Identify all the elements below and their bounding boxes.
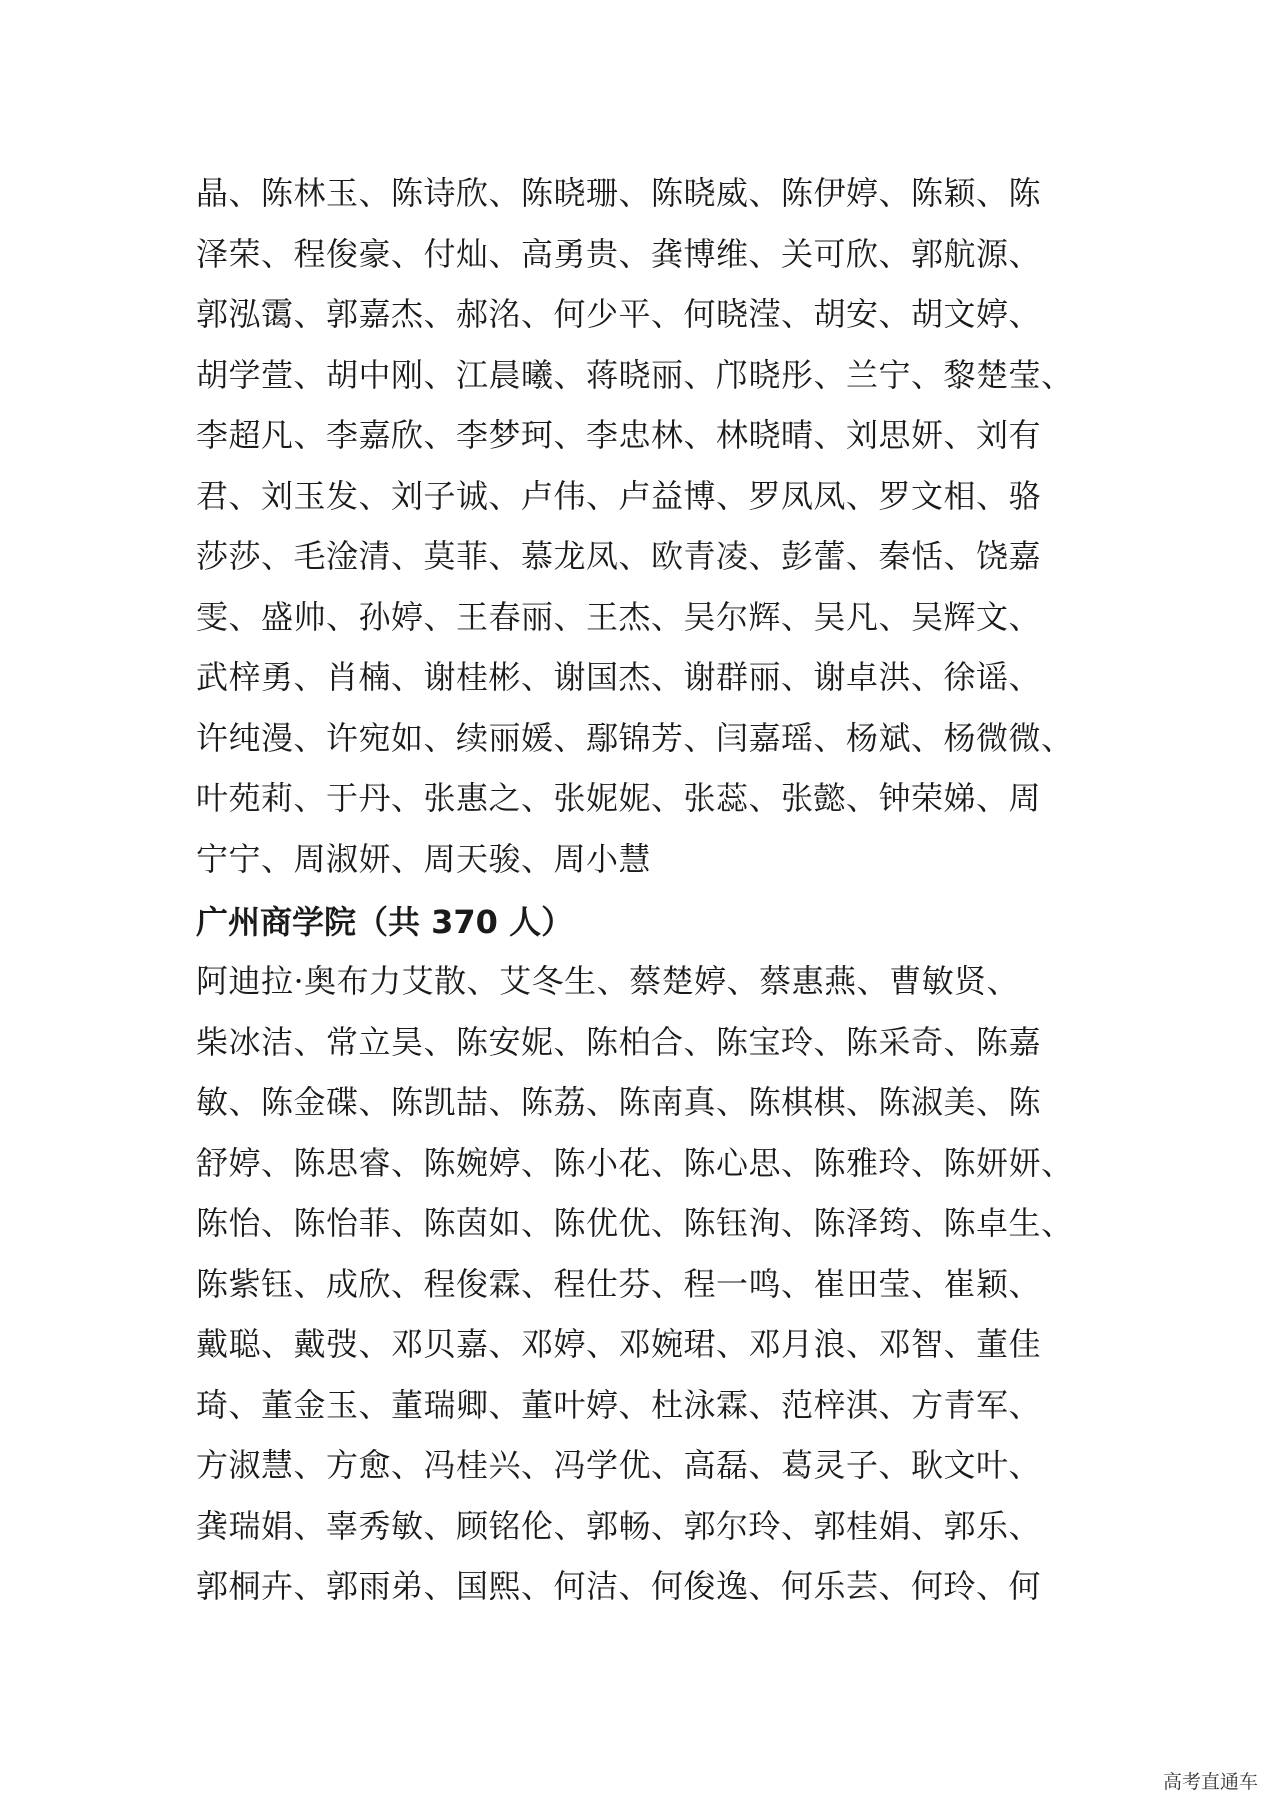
text-line: 阿迪拉·奥布力艾散、艾冬生、蔡楚婷、蔡惠燕、曹敏贤、 xyxy=(196,962,1020,1000)
text-line: 晶、陈林玉、陈诗欣、陈晓珊、陈晓威、陈伊婷、陈颖、陈 xyxy=(196,174,1042,212)
section-guangzhou-college-of-commerce xyxy=(196,893,1096,1617)
section-continued-list xyxy=(196,163,1096,889)
name-list-content xyxy=(196,163,1096,1617)
text-line: 陈紫钰、成欣、程俊霖、程仕芬、程一鸣、崔田莹、崔颖、 xyxy=(196,1264,1042,1303)
text-line: 郭泓霭、郭嘉杰、郝洺、何少平、何晓滢、胡安、胡文婷、 xyxy=(196,295,1042,333)
text-line: 方淑慧、方愈、冯桂兴、冯学优、高磊、葛灵子、耿文叶、 xyxy=(196,1446,1042,1484)
text-line: 宁宁、周淑妍、周天骏、周小慧 xyxy=(196,839,652,878)
section-heading: 广州商学院（共 370 人） xyxy=(196,903,574,941)
text-line: 雯、盛帅、孙婷、王春丽、王杰、吴尔辉、吴凡、吴辉文、 xyxy=(196,597,1042,636)
text-line: 胡学萱、胡中刚、江晨曦、蒋晓丽、邝晓彤、兰宁、黎楚莹、 xyxy=(196,355,1074,394)
text-line: 李超凡、李嘉欣、李梦珂、李忠林、林晓晴、刘思妍、刘有 xyxy=(196,416,1042,454)
text-line: 泽荣、程俊豪、付灿、高勇贵、龚博维、关可欣、郭航源、 xyxy=(196,234,1042,273)
text-line: 叶苑莉、于丹、张惠之、张妮妮、张蕊、张懿、钟荣娣、周 xyxy=(196,779,1042,817)
text-line: 武梓勇、肖楠、谢桂彬、谢国杰、谢群丽、谢卓洪、徐谣、 xyxy=(196,658,1042,696)
text-line: 戴聪、戴弢、邓贝嘉、邓婷、邓婉珺、邓月浪、邓智、董佳 xyxy=(196,1325,1042,1363)
text-line: 郭桐卉、郭雨弟、国熙、何洁、何俊逸、何乐芸、何玲、何 xyxy=(196,1567,1042,1605)
text-line: 莎莎、毛淦清、莫菲、慕龙凤、欧青凌、彭蕾、秦恬、饶嘉 xyxy=(196,537,1042,575)
watermark: 高考直通车 xyxy=(1162,1771,1258,1793)
text-line: 敏、陈金碟、陈凯喆、陈荔、陈南真、陈棋棋、陈淑美、陈 xyxy=(196,1083,1042,1121)
text-line: 许纯漫、许宛如、续丽媛、鄢锦芳、闫嘉瑶、杨斌、杨微微、 xyxy=(196,718,1074,757)
text-line: 舒婷、陈思睿、陈婉婷、陈小花、陈心思、陈雅玲、陈妍妍、 xyxy=(196,1143,1074,1182)
text-line: 龚瑞娟、辜秀敏、顾铭伦、郭畅、郭尔玲、郭桂娟、郭乐、 xyxy=(196,1506,1042,1545)
text-line: 陈怡、陈怡菲、陈茵如、陈优优、陈钰洵、陈泽筠、陈卓生、 xyxy=(196,1204,1074,1242)
text-line: 君、刘玉发、刘子诚、卢伟、卢益博、罗凤凤、罗文相、骆 xyxy=(196,476,1042,515)
text-line: 琦、董金玉、董瑞卿、董叶婷、杜泳霖、范梓淇、方青军、 xyxy=(196,1385,1042,1424)
text-line: 柴冰洁、常立昊、陈安妮、陈柏合、陈宝玲、陈采奇、陈嘉 xyxy=(196,1022,1042,1061)
